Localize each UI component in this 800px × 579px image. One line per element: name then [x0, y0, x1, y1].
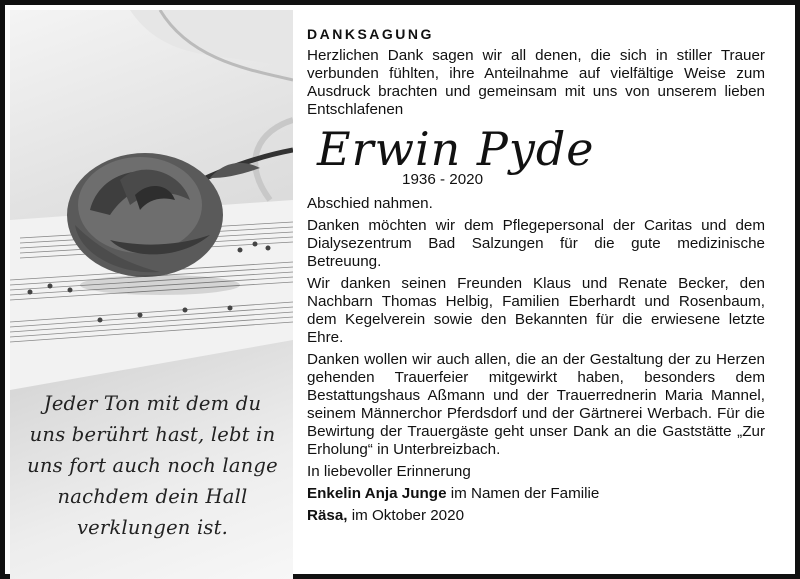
quote-line: Jeder Ton mit dem du: [43, 392, 262, 415]
closing-line: In liebevoller Erinnerung: [307, 463, 471, 480]
thanks-paragraph: Wir danken seinen Freunden Klaus und Renate Becker, den Nachbarn Thomas Helbig, Familien Eberhardt und Rosenbaum, dem Kegelverein sowie den Bekannten für die erwiesene letzte Ehre.: [307, 275, 765, 346]
quote-line: verklungen ist.: [76, 516, 229, 539]
place-name: Räsa,: [307, 507, 348, 524]
notice-heading: DANKSAGUNG: [307, 26, 434, 42]
quote-line: uns fort auch noch lange: [27, 454, 278, 477]
thanks-paragraph: Danken möchten wir dem Pflegepersonal der Caritas und dem Dialysezentrum Bad Salzungen für die gute medizinische Betreuung.: [307, 217, 765, 270]
signer-note: im Namen der Familie: [446, 485, 600, 502]
intro-paragraph: Herzlichen Dank sagen wir all denen, die sich in stiller Trauer verbunden fühlten, ihre Anteilnahme auf vielfältige Weise zum Ausdruck brachten und gemeinsam mit uns von unserem lieben Entschlafenen: [307, 47, 765, 118]
signer-line: [307, 485, 765, 503]
notice-text: [307, 25, 765, 529]
farewell-line: Abschied nahmen.: [307, 195, 433, 212]
place-date-line: [307, 507, 765, 525]
thanks-paragraph: Danken wollen wir auch allen, die an der Gestaltung der zu Herzen gehenden Trauerfeier mitgewirkt haben, besonders dem Bestattungshaus Aßmann und der Trauerrednerin Maria Mannel, seinem Männerchor Pferdsdorf und der Gärtnerei Werbach. Für die Bewirtung der Trauergäste geht unser Dank an die Gaststätte „Zur Erholung“ in Unterbreizbach.: [307, 351, 765, 458]
quote-line: nachdem dein Hall: [57, 485, 248, 508]
signer-name: Enkelin Anja Junge: [307, 485, 447, 502]
memorial-quote: [25, 388, 280, 543]
life-years: 1936 - 2020: [402, 171, 484, 188]
deceased-name: Erwin Pyde: [317, 122, 595, 176]
quote-line: uns berührt hast, lebt in: [29, 423, 276, 446]
date-text: im Oktober 2020: [347, 507, 465, 524]
